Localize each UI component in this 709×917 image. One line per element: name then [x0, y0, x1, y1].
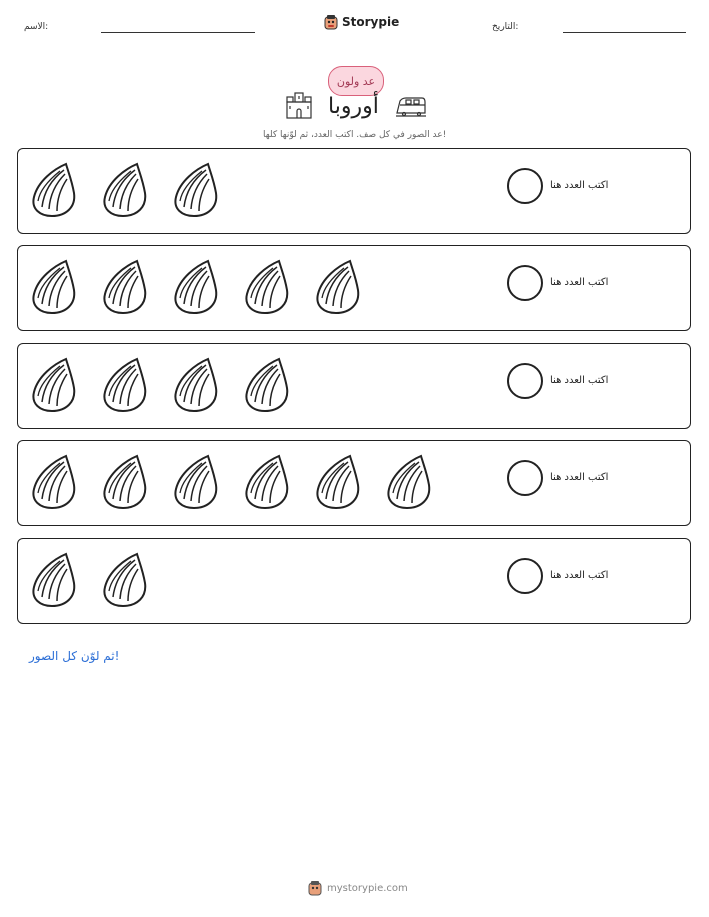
counting-row	[17, 245, 691, 331]
answer-circle[interactable]	[507, 460, 543, 496]
almond-picture[interactable]	[30, 453, 78, 511]
answer-circle[interactable]	[507, 363, 543, 399]
almond-picture[interactable]	[101, 258, 149, 316]
counting-row	[17, 343, 691, 429]
almond-picture[interactable]	[172, 356, 220, 414]
almond-picture[interactable]	[243, 453, 291, 511]
write-number-prompt: اكتب العدد هنا	[550, 180, 609, 191]
page-title: أوروبا	[328, 94, 379, 119]
almond-picture[interactable]	[314, 453, 362, 511]
write-number-prompt: اكتب العدد هنا	[550, 472, 609, 483]
answer-circle[interactable]	[507, 265, 543, 301]
write-number-prompt: اكتب العدد هنا	[550, 277, 609, 288]
almond-picture[interactable]	[385, 453, 433, 511]
almond-picture[interactable]	[243, 258, 291, 316]
answer-circle[interactable]	[507, 168, 543, 204]
almond-picture[interactable]	[314, 258, 362, 316]
name-line[interactable]	[101, 32, 255, 33]
castle-icon	[284, 90, 314, 120]
write-number-prompt: اكتب العدد هنا	[550, 375, 609, 386]
name-label: الاسم:	[24, 22, 49, 32]
count-and-color-badge: عد ولون	[328, 66, 384, 96]
almond-picture[interactable]	[30, 551, 78, 609]
storypie-mascot-icon	[308, 880, 322, 896]
answer-circle[interactable]	[507, 558, 543, 594]
almond-picture[interactable]	[172, 161, 220, 219]
train-icon	[394, 95, 428, 119]
instructions: عد الصور في كل صف. اكتب العدد، ثم لوّنها كلها!	[263, 130, 447, 140]
site-footer	[308, 880, 408, 896]
almond-picture[interactable]	[243, 356, 291, 414]
storypie-mascot-icon	[324, 14, 338, 30]
almond-picture[interactable]	[30, 161, 78, 219]
almond-picture[interactable]	[101, 453, 149, 511]
almond-picture[interactable]	[101, 551, 149, 609]
almond-picture[interactable]	[101, 161, 149, 219]
almond-picture[interactable]	[30, 258, 78, 316]
almond-picture[interactable]	[30, 356, 78, 414]
almond-picture[interactable]	[172, 453, 220, 511]
counting-row	[17, 148, 691, 234]
write-number-prompt: اكتب العدد هنا	[550, 570, 609, 581]
date-label: التاريخ:	[492, 22, 519, 32]
date-line[interactable]	[563, 32, 686, 33]
footer-note: ثم لوّن كل الصور!	[29, 649, 120, 663]
almond-picture[interactable]	[101, 356, 149, 414]
brand-name: Storypie	[342, 15, 400, 29]
brand-logo	[324, 14, 399, 30]
almond-picture[interactable]	[172, 258, 220, 316]
counting-row	[17, 440, 691, 526]
website-url: mystorypie.com	[327, 882, 408, 894]
counting-row	[17, 538, 691, 624]
